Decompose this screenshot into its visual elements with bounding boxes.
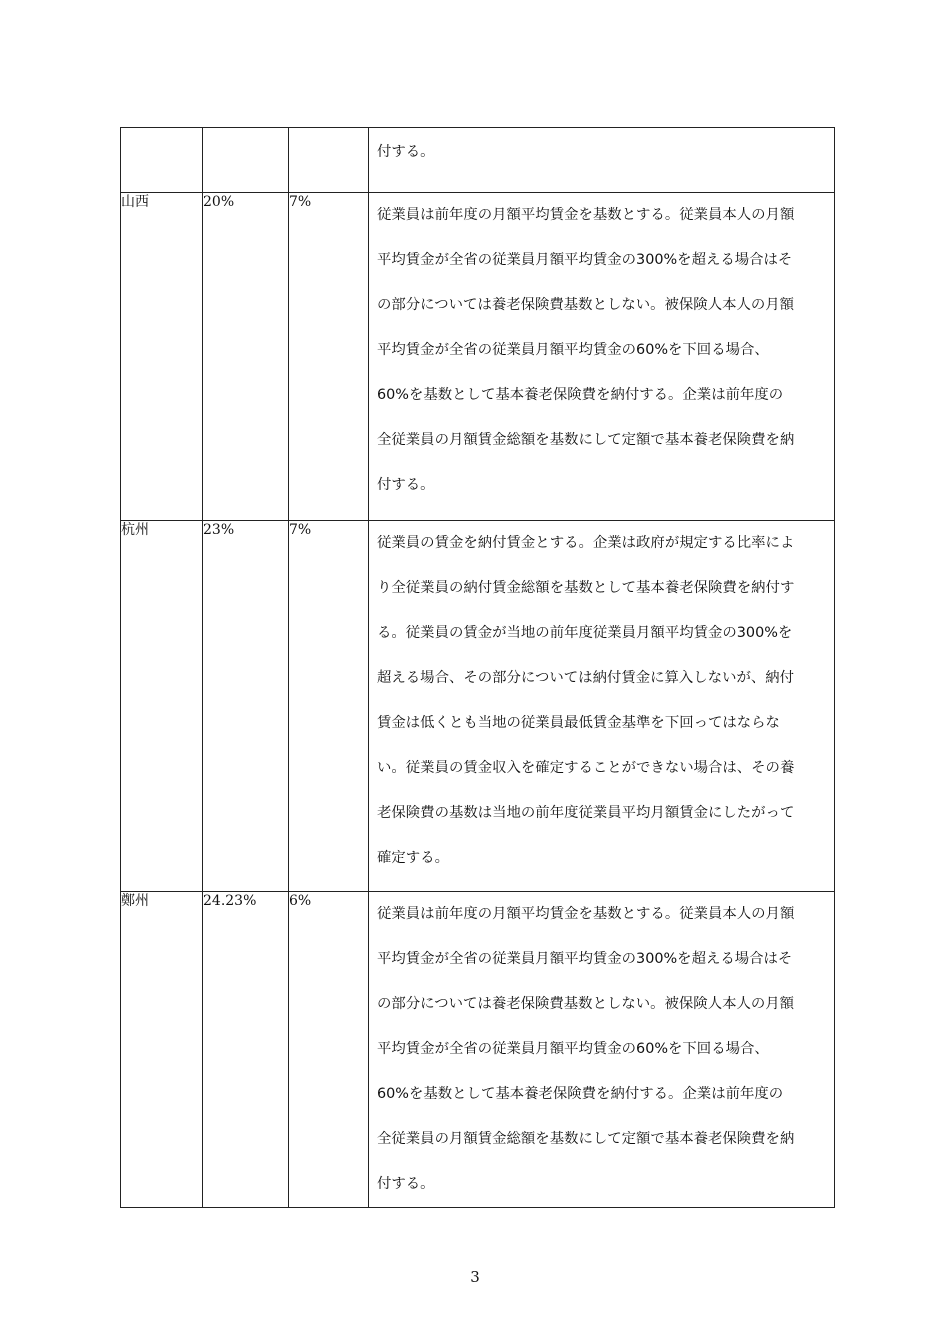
individual-rate-cell: 7% <box>289 521 369 892</box>
region-cell <box>121 128 203 193</box>
description-line: 確定する。 <box>377 850 449 866</box>
description-line: 従業員は前年度の月額平均賃金を基数とする。従業員本人の月額 <box>377 906 795 922</box>
description-text <box>369 892 834 1207</box>
region-cell: 山西 <box>121 193 203 521</box>
description-line: 平均賃金が全省の従業員月額平均賃金の300%を超える場合はそ <box>377 951 793 967</box>
individual-rate-cell: 7% <box>289 193 369 521</box>
description-line: 平均賃金が全省の従業員月額平均賃金の300%を超える場合はそ <box>377 252 793 268</box>
description-line: 老保険費の基数は当地の前年度従業員平均月額賃金にしたがって <box>377 805 795 821</box>
description-line: 超える場合、その部分については納付賃金に算入しないが、納付 <box>377 670 795 686</box>
table-row <box>121 193 835 521</box>
individual-rate-cell <box>289 128 369 193</box>
page-number: 3 <box>470 1268 480 1286</box>
description-cell <box>369 892 835 1208</box>
description-line: 付する。 <box>377 144 435 160</box>
description-line: の部分については養老保険費基数としない。被保険人本人の月額 <box>377 297 795 313</box>
description-line: 60%を基数として基本養老保険費を納付する。企業は前年度の <box>377 387 784 403</box>
description-text <box>369 521 834 881</box>
description-line: 付する。 <box>377 477 435 493</box>
table-row <box>121 892 835 1208</box>
description-line: 平均賃金が全省の従業員月額平均賃金の60%を下回る場合、 <box>377 1041 769 1057</box>
description-line: 全従業員の月額賃金総額を基数にして定額で基本養老保険費を納 <box>377 432 795 448</box>
employer-rate-cell <box>203 128 289 193</box>
description-line: 従業員の賃金を納付賃金とする。企業は政府が規定する比率によ <box>377 535 795 551</box>
description-text <box>369 193 834 508</box>
employer-rate-cell: 23% <box>203 521 289 892</box>
region-cell: 鄭州 <box>121 892 203 1208</box>
table-row <box>121 128 835 193</box>
employer-rate-cell: 20% <box>203 193 289 521</box>
description-line: 60%を基数として基本養老保険費を納付する。企業は前年度の <box>377 1086 784 1102</box>
description-line: い。従業員の賃金収入を確定することができない場合は、その養 <box>377 760 795 776</box>
description-line: り全従業員の納付賃金総額を基数として基本養老保険費を納付す <box>377 580 795 596</box>
description-cell <box>369 193 835 521</box>
description-line: 付する。 <box>377 1176 435 1192</box>
description-cell <box>369 521 835 892</box>
description-line: 賃金は低くとも当地の従業員最低賃金基準を下回ってはならな <box>377 715 780 731</box>
description-line: 全従業員の月額賃金総額を基数にして定額で基本養老保険費を納 <box>377 1131 795 1147</box>
employer-rate-cell: 24.23% <box>203 892 289 1208</box>
description-text <box>369 128 834 192</box>
table-row <box>121 521 835 892</box>
description-line: る。従業員の賃金が当地の前年度従業員月額平均賃金の300%を <box>377 625 793 641</box>
description-line: 従業員は前年度の月額平均賃金を基数とする。従業員本人の月額 <box>377 207 795 223</box>
description-cell <box>369 128 835 193</box>
description-line: 平均賃金が全省の従業員月額平均賃金の60%を下回る場合、 <box>377 342 769 358</box>
pension-rate-table <box>120 127 835 1208</box>
description-line: の部分については養老保険費基数としない。被保険人本人の月額 <box>377 996 795 1012</box>
region-cell: 杭州 <box>121 521 203 892</box>
individual-rate-cell: 6% <box>289 892 369 1208</box>
